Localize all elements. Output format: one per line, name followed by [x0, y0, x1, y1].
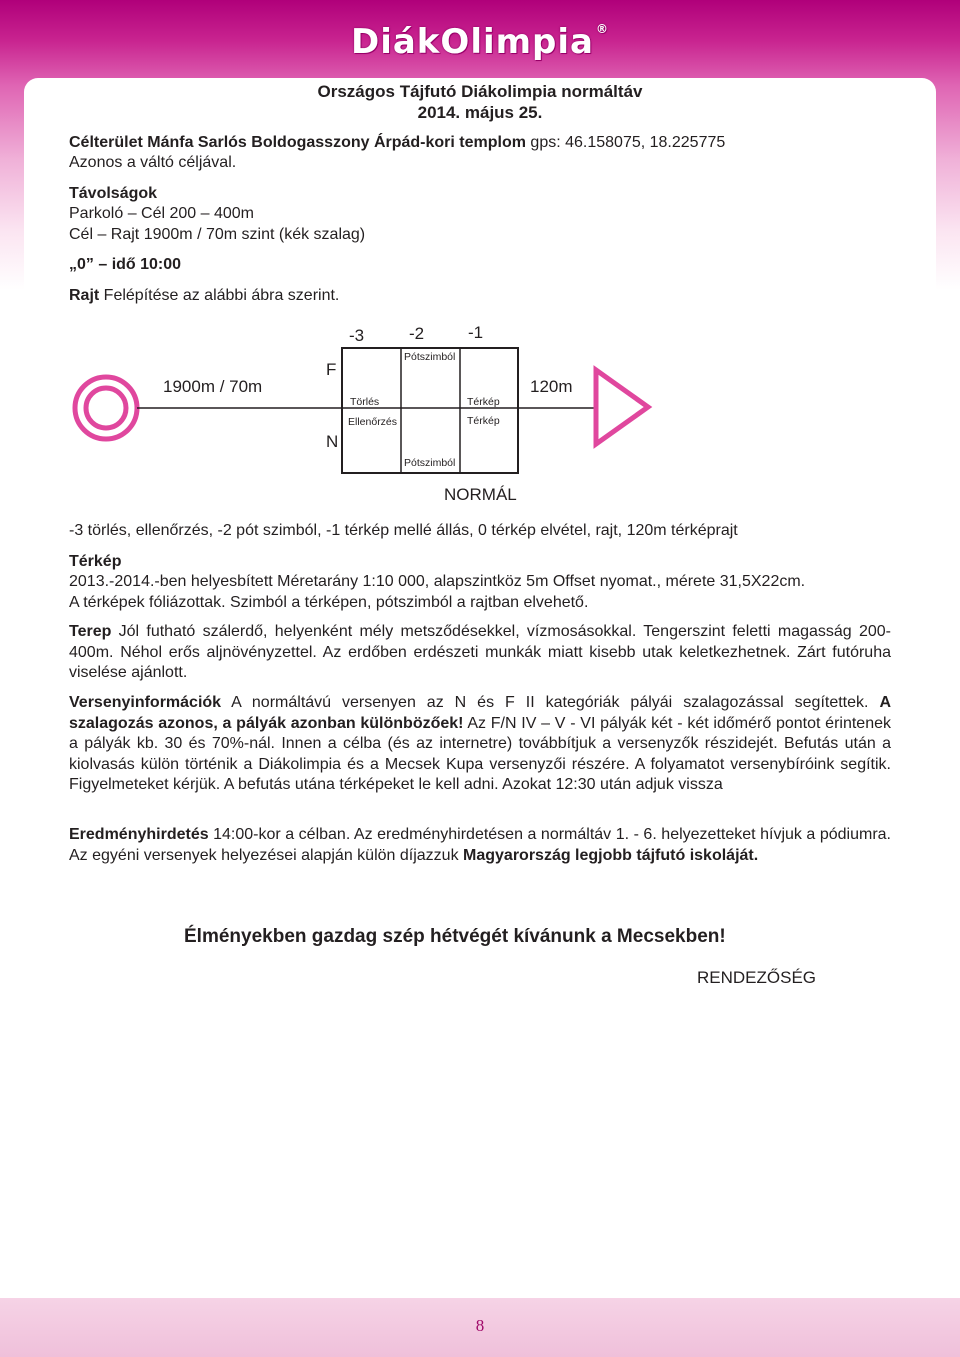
race-info-paragraph: Versenyinformációk A normáltávú versenyen az N és F II kategóriák pályái szalagozással segítettek. A szalagozás azonos, a pályák azonban különbözőek! Az F/N IV – V - VI pályák két - két időmérő pontot érintenek a pályák kb. 30 és 70%-nál. Innen a célba (és az internetre) továbbítjuk a versenyzők részidejét. Befutás után a kiolvasás külön történik a Diákolimpia és a Mecsek Kupa versenyzői részére. A folyamatot versenybíróink segítik. Figyelmeteket kérjük. A befutás utána térképeket le kell adni. Azokat 12:30 után adjuk vissza: [69, 694, 892, 793]
map-heading: Térkép: [69, 553, 122, 570]
closing-message: Élményekben gazdag szép hétvégét kívánunk a Mecsekben!: [184, 926, 726, 947]
box-check: Ellenőrzés: [348, 416, 398, 428]
logo-registered-mark: ®: [596, 22, 609, 36]
box-map-bottom: Térkép: [467, 415, 500, 427]
page-title: Országos Tájfutó Diákolimpia normáltáv: [317, 82, 643, 101]
finish-area-label: Célterület Mánfa Sarlós Boldogasszony Árpád-kori templom: [69, 134, 526, 151]
race-info-heading: Versenyinformációk: [69, 694, 222, 711]
map-line-1: 2013.-2014.-ben helyesbített Méretarány 1:10 000, alapszintköz 5m Offset nyomat., mérete 31,5X22cm.: [69, 573, 806, 590]
diagram-caption: NORMÁL: [444, 485, 517, 504]
organizers-signature: RENDEZŐSÉG: [697, 968, 817, 987]
finish-area-line: [69, 133, 891, 153]
distances-heading: Távolságok: [69, 185, 158, 202]
start-sequence-text: -3 törlés, ellenőrzés, -2 pót szimból, -1 térkép mellé állás, 0 térkép elvétel, rajt, 120m térképrajt: [69, 522, 738, 539]
box-clear: Törlés: [350, 396, 380, 408]
column-label-minus3: -3: [349, 326, 365, 345]
column-label-minus1: -1: [468, 323, 484, 342]
event-date: 2014. május 25.: [417, 103, 543, 122]
finish-area-gps: gps: 46.158075, 18.225775: [525, 134, 726, 151]
column-label-minus2: -2: [409, 324, 425, 343]
awards-paragraph: Eredményhirdetés 14:00-kor a célban. Az eredményhirdetésen a normáltáv 1. - 6. helyezetteket hívjuk a pódiumra. Az egyéni versenyek helyezései alapján külön díjazzuk Magyarország legjobb tájfutó iskoláját.: [69, 826, 891, 864]
start-layout-diagram: [60, 318, 660, 510]
distances-line-1: Parkoló – Cél 200 – 400m: [69, 205, 254, 222]
start-label: Rajt: [69, 287, 100, 304]
terrain-paragraph: Terep Jól futható szálerdő, helyenként mély metsződésekkel, vízmosásokkal. Tengerszint feletti magasság 200-400m. Néhol erős aljnövényzettel. Az erdőben erdészeti munkák miatt kisebb utak keletkezhetnek. Zárt futóruha viselése ajánlott.: [69, 623, 891, 681]
box-spare-symbol-top: Pótszimból: [404, 351, 456, 363]
page-number: 8: [475, 1316, 485, 1335]
awards-heading: Eredményhirdetés: [69, 826, 209, 843]
terrain-heading: Terep: [69, 623, 112, 640]
diakolimpia-logo: [0, 22, 960, 62]
row-label-f: F: [326, 360, 337, 379]
start-boxes-outline: [342, 348, 518, 473]
distances-line-2: Cél – Rajt 1900m / 70m szint (kék szalag): [69, 226, 366, 243]
finish-area-note: Azonos a váltó céljával.: [69, 154, 237, 171]
finish-circle-icon: [75, 377, 137, 439]
logo-text: DiákOlimpia: [350, 22, 594, 62]
map-line-2: A térképek fóliázottak. Szimból a térképen, pótszimból a rajtban elvehető.: [69, 594, 589, 611]
box-spare-symbol-bottom: Pótszimból: [404, 457, 456, 469]
course-distance-label: 1900m / 70m: [163, 377, 263, 396]
row-label-n: N: [326, 432, 339, 451]
map-start-distance-label: 120m: [530, 377, 573, 396]
box-map-top: Térkép: [467, 396, 500, 408]
start-line: Rajt Felépítése az alábbi ábra szerint.: [69, 287, 340, 304]
zero-time: „0” – idő 10:00: [69, 256, 182, 273]
start-triangle-icon: [596, 370, 648, 444]
